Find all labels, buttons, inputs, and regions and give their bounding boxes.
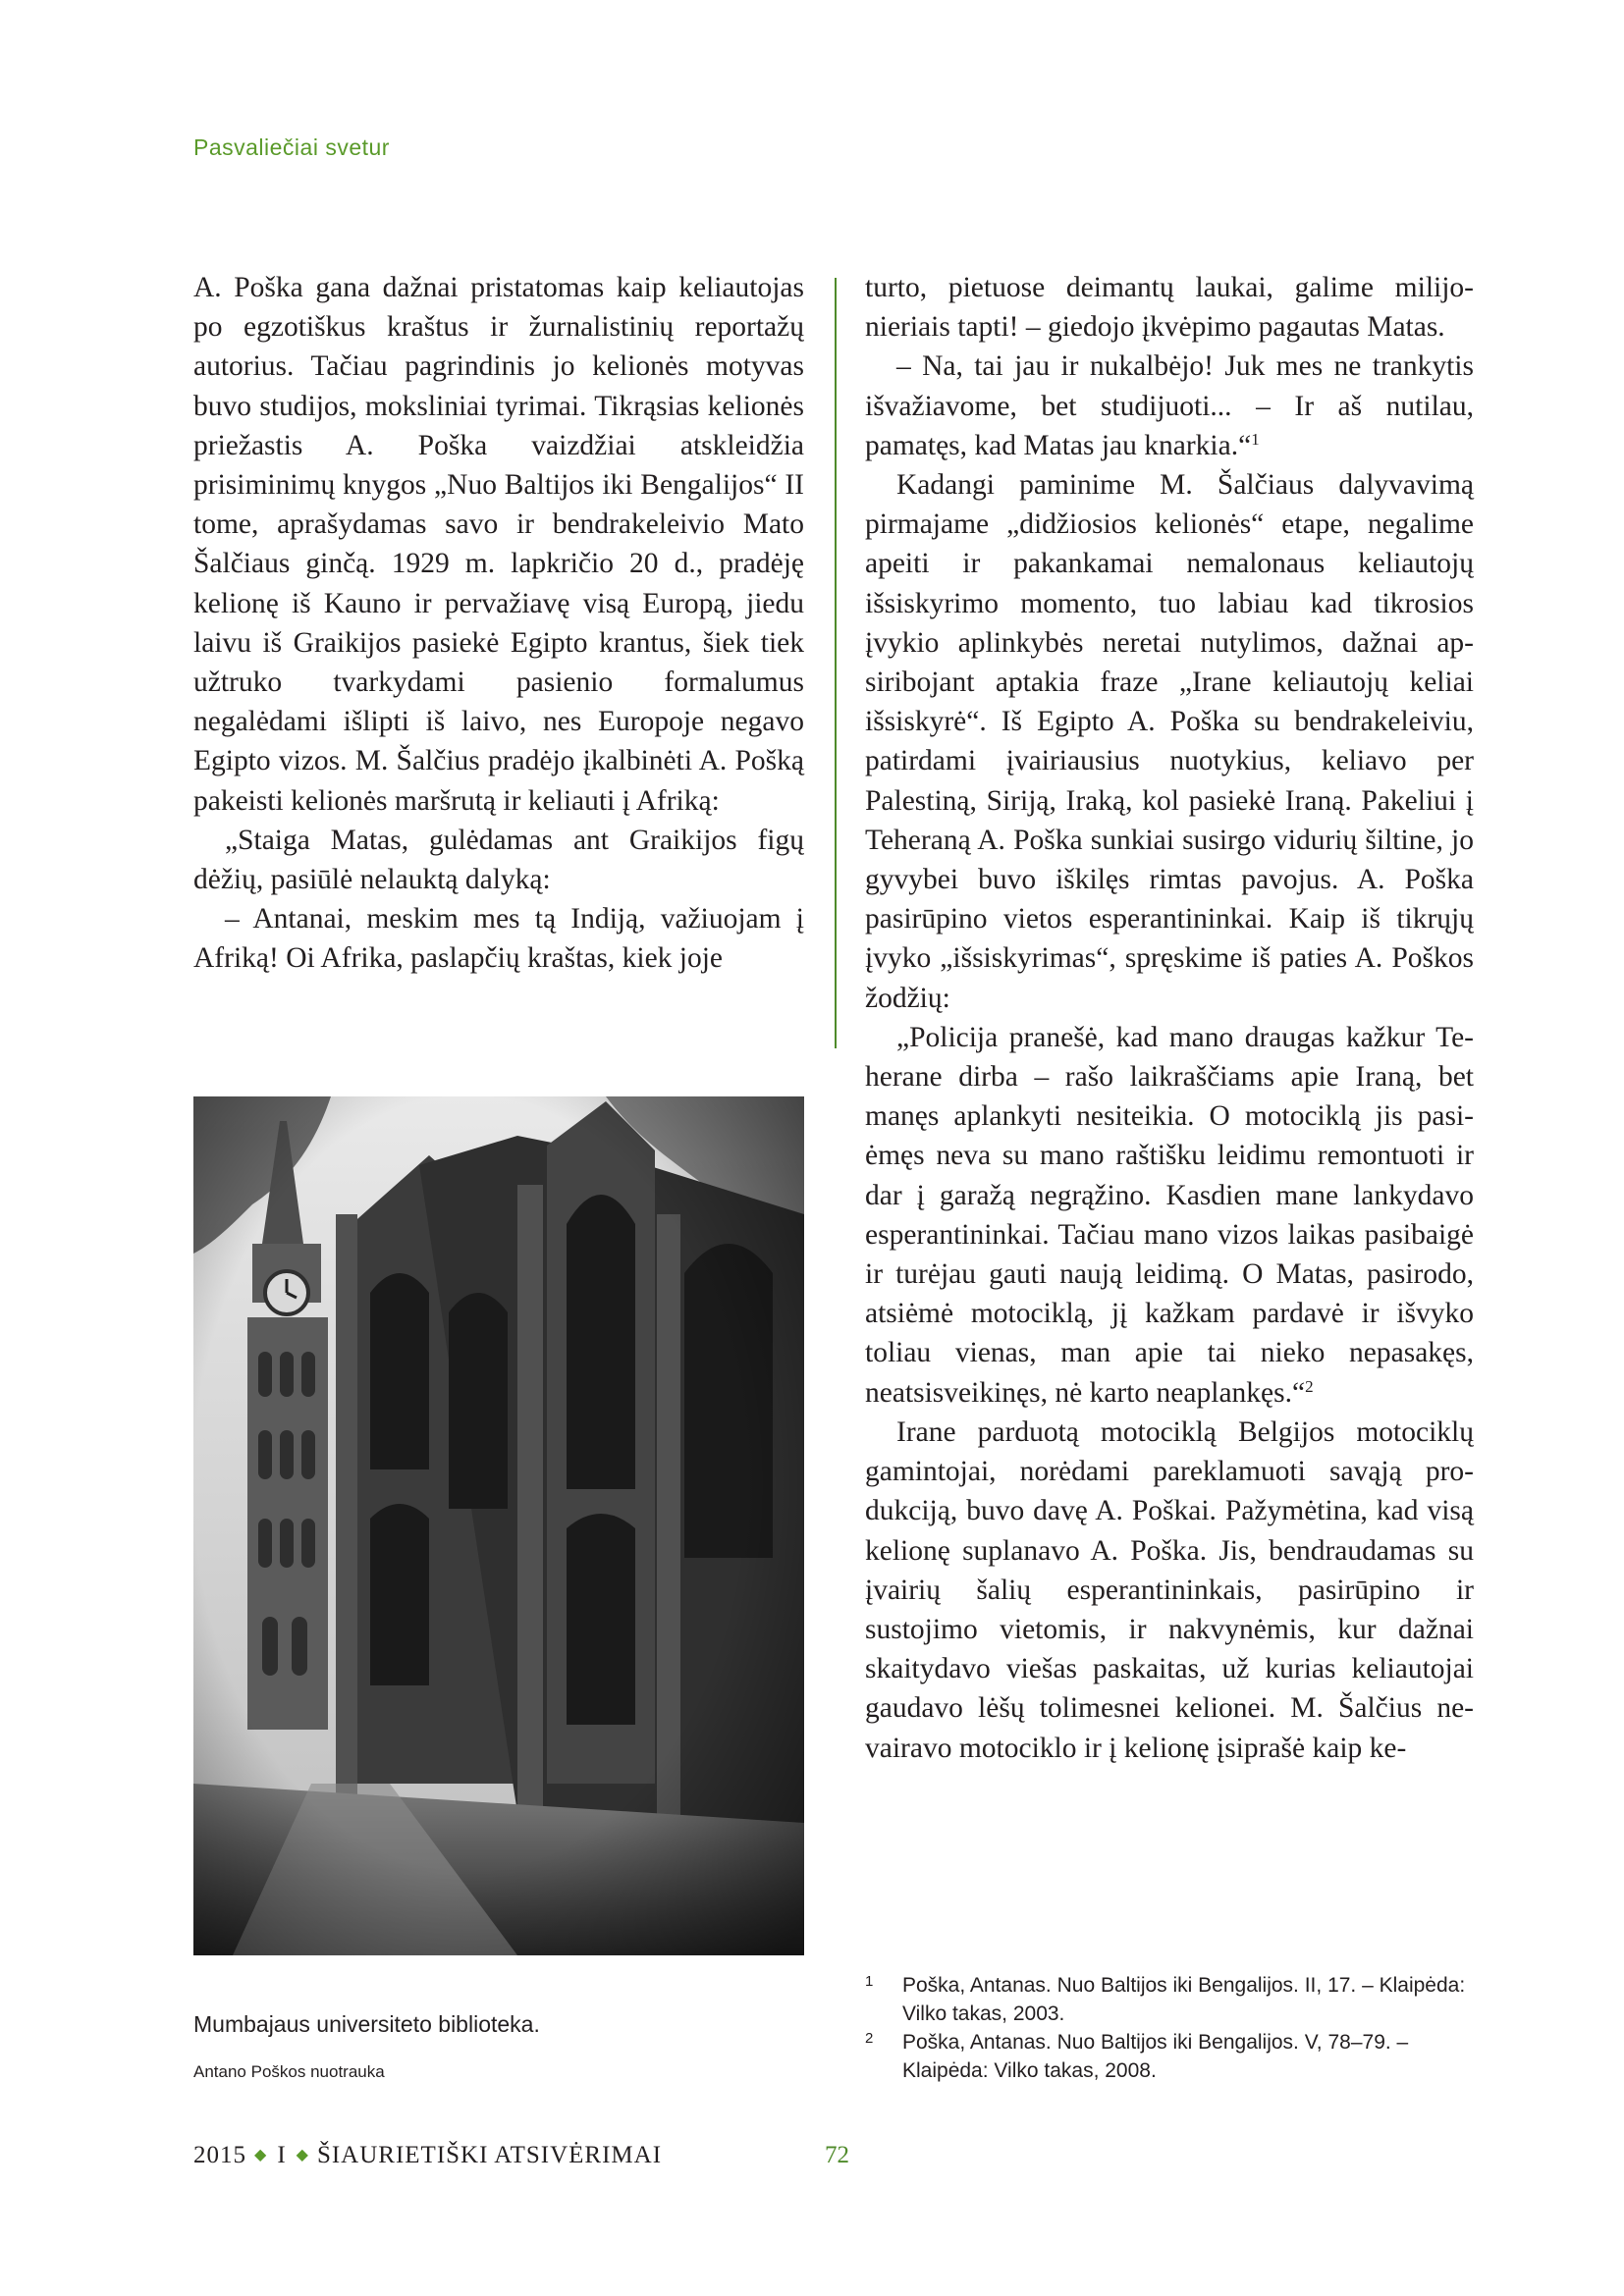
left-text-column — [193, 268, 804, 979]
footnote-text: Poška, Antanas. Nuo Baltijos iki Bengalijos. II, 17. – Klaipėda: Vilko takas, 2003. — [902, 1974, 1466, 2025]
footnote — [865, 1971, 1474, 2028]
diamond-icon: ◆ — [296, 2147, 309, 2163]
footnote-text: Poška, Antanas. Nuo Baltijos iki Bengalijos. V, 78–79. – Klaipėda: Vilko takas, 2008. — [902, 2031, 1409, 2082]
paragraph — [865, 347, 1474, 465]
running-header: Pasvaliečiai svetur — [193, 134, 390, 160]
diamond-icon: ◆ — [254, 2147, 268, 2163]
paragraph — [865, 1018, 1474, 1413]
paragraph: – Antanai, meskim mes tą Indiją, važiuojam į Afriką! Oi Afrika, paslapčių kraštas, kiek joje — [193, 903, 804, 975]
paragraph: „Staiga Matas, gulėdamas ant Graikijos figų dėžių, pasiūlė nelauktą dalyką: — [193, 824, 804, 896]
paragraph: A. Poška gana dažnai pristatomas kaip keliautojas po egzotiškus kraštus ir žurnalistinių reportažų autorius. Tačiau pagrindinis jo kelionės motyvas buvo studijos, moksliniai tyrimai. Tikrąsias kelionės priežastis A. Poška vaizdžiai atskleidžia prisiminimų knygos „Nuo Baltijos iki Bengalijos“ II tome, aprašydamas savo ir bendrakeleivio Mato Šalčiaus ginčą. 1929 m. lapkričio 20 d., pradėję kelionę iš Kauno ir pervažiavę visą Europą, jiedu laivu iš Graikijos pasiekė Egipto krantus, šiek tiek užtruko tvarkydami pasienio formalumus negalėdami išlipti iš laivo, nes Europoje negavo Egipto vizos. M. Šalčius pradėjo įkalbinėti A. Pošką pakeisti kelionės maršrutą ir keliauti į Afriką: — [193, 272, 804, 817]
footnote-ref[interactable]: 1 — [1251, 429, 1260, 449]
right-text-column — [865, 268, 1474, 1768]
paragraph: Kadangi paminime M. Šalčiaus dalyvavimą pirmajame „didžiosios kelionės“ etape, negalime apeiti ir pakankamai nemalonaus keliautojų išsiskyrimo momento, tuo labiau kad tikrosios įvykio aplinkybės neretai nutylimos, dažnai apsiribojant aptakia fraze „Irane keliautojų keliai išsiskyrė“. Iš Egipto A. Poška su bendrakeleiviu, patirdami įvairiausius nuotykius, keliavo per Palestiną, Siriją, Iraką, kol pasiekė Iraną. Pakeliui į Teheraną A. Poška sunkiai susirgo vidurių šiltine, jo gyvybei buvo iškilęs rimtas pavojus. A. Poška pasirūpino vietos esperantininkai. Kaip iš tikrųjų įvyko „išsiskyrimas“, spręskime iš paties A. Poškos žodžių: — [865, 469, 1474, 1014]
library-photo — [193, 1096, 804, 1955]
photo-credit: Antano Poškos nuotrauka — [193, 2062, 385, 2081]
column-divider — [835, 278, 837, 1048]
footnote-number: 1 — [865, 1973, 874, 1990]
footnotes — [865, 1971, 1474, 2085]
footer-year: 2015 — [193, 2142, 246, 2168]
paragraph-text: – Na, tai jau ir nukalbėjo! Juk mes ne trankytis išvažiavome, bet studijuoti... – Ir aš nutilau, pamatęs, kad Matas jau knarkia.“ — [865, 350, 1474, 461]
library-photo-image — [193, 1096, 804, 1955]
paragraph-text: „Policija pranešė, kad mano draugas kažkur Teherane dirba – rašo laikraščiams apie Iraną, bet manęs aplankyti nesiteikia. O motociklą jis pasiėmęs neva su mano raštišku leidimu remontuoti ir dar į garažą negrąžino. Kasdien mane lankydavo esperantininkai. Tačiau mano vizos laikas pasibaigė ir turėjau gauti naują leidimą. O Matas, pasirodo, atsiėmė motociklą, jį kažkam pardavė ir išvyko toliau vienas, man apie tai nieko nepasakęs, neatsisveikinęs, nė karto neaplankęs.“ — [865, 1021, 1474, 1409]
footnote-number: 2 — [865, 2030, 874, 2047]
footnote — [865, 2028, 1474, 2085]
paragraph: Irane parduotą motociklą Belgijos motociklų gamintojai, norėdami pareklamuoti savąją produkciją, buvo davę A. Poškai. Pažymėtina, kad visą kelionę suplanavo A. Poška. Jis, bendraudamas su įvairių šalių esperantininkais, pasirūpino ir sustojimo vietomis, ir nakvynėmis, kur dažnai skaitydavo viešas paskaitas, už kurias keliautojai gaudavo lėšų tolimesnei kelionei. M. Šalčius nevairavo motociklo ir į kelionę įsiprašė kaip ke- — [865, 1415, 1474, 1764]
page-number: 72 — [825, 2142, 849, 2168]
page-footer — [193, 2142, 662, 2169]
footnote-ref[interactable]: 2 — [1305, 1376, 1314, 1396]
photo-caption: Mumbajaus universiteto biblioteka. — [193, 2011, 540, 2037]
footer-issue: I — [277, 2142, 287, 2168]
footer-journal-title: ŠIAURIETIŠKI ATSIVĖRIMAI — [316, 2142, 663, 2168]
paragraph: turto, pietuose deimantų laukai, galime milijonieriais tapti! – giedojo įkvėpimo pagautas Matas. — [865, 272, 1474, 344]
